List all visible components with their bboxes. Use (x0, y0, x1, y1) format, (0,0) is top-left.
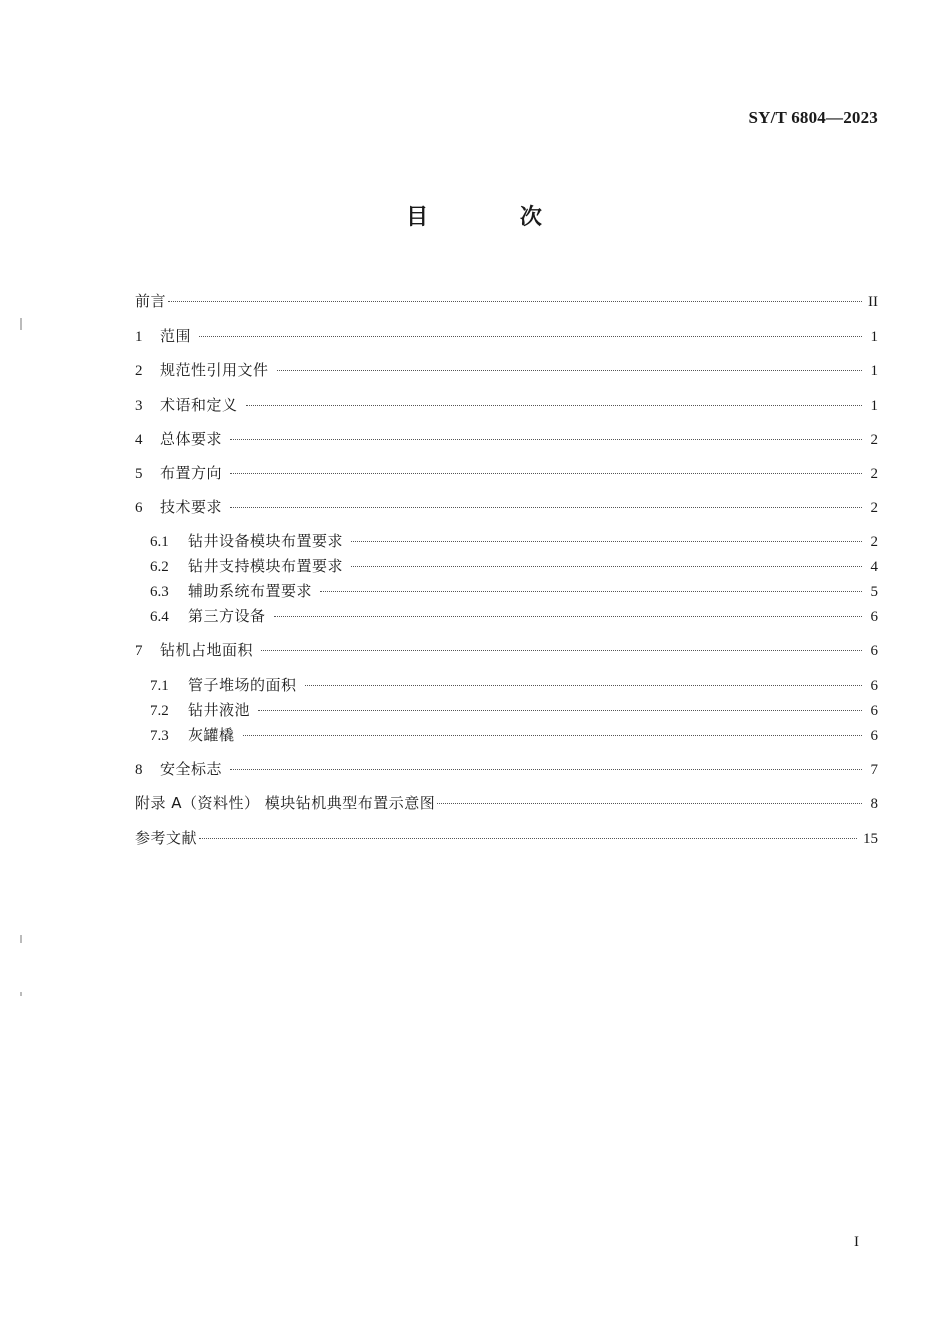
toc-dot-leader (274, 616, 862, 617)
toc-entry-title: 灰罐橇 (188, 726, 235, 744)
toc-entry-title: 第三方设备 (188, 607, 266, 625)
toc-entry-page: 6 (870, 609, 878, 625)
toc-entry-page: 2 (870, 500, 878, 516)
toc-entry-title: 技术要求 (160, 498, 223, 516)
toc-entry-number: 7 (135, 643, 143, 659)
toc-dot-leader (351, 566, 862, 567)
toc-entry-title: 钻井设备模块布置要求 (188, 532, 344, 550)
toc-dot-leader (261, 650, 862, 651)
toc-dot-leader (230, 439, 862, 440)
toc-entry[interactable] (135, 639, 878, 661)
toc-dot-leader (243, 735, 862, 736)
toc-entry[interactable] (135, 827, 878, 849)
toc-entry-page: 6 (870, 728, 878, 744)
toc-dot-leader (199, 336, 862, 337)
toc-entry-number: 4 (135, 432, 143, 448)
toc-entry-title: 钻井支持模块布置要求 (188, 557, 344, 575)
toc-entry-page: 1 (870, 363, 878, 379)
toc-entry-number: 7.2 (150, 703, 169, 719)
toc-entry-number: 7.1 (150, 678, 169, 694)
toc-dot-leader (351, 541, 862, 542)
toc-dot-leader (230, 473, 862, 474)
toc-entry-number: 3 (135, 398, 143, 414)
toc-entry[interactable] (135, 699, 878, 721)
toc-entry-title: 术语和定义 (160, 396, 238, 414)
toc-entry[interactable] (135, 724, 878, 746)
toc-entry[interactable] (135, 394, 878, 416)
toc-entry-title: 总体要求 (160, 430, 223, 448)
toc-entry-number: 6.1 (150, 534, 169, 550)
toc-entry-title: 辅助系统布置要求 (188, 582, 313, 600)
toc-dot-leader (277, 370, 862, 371)
toc-dot-leader (305, 685, 862, 686)
toc-entry-page: 7 (870, 762, 878, 778)
toc-entry-number: 6.3 (150, 584, 169, 600)
toc-entry-title: 管子堆场的面积 (188, 676, 297, 694)
toc-entry-number: 6.4 (150, 609, 169, 625)
toc-entry-number: 1 (135, 329, 143, 345)
toc-dot-leader (199, 838, 857, 839)
toc-entry[interactable] (135, 792, 878, 814)
toc-entry-page: 1 (870, 329, 878, 345)
toc-entry-title: 参考文献 (135, 829, 198, 847)
toc-entry-page: 5 (870, 584, 878, 600)
toc-entry-title: 安全标志 (160, 760, 223, 778)
toc-entry-page: 15 (863, 831, 878, 847)
toc-entry[interactable] (135, 580, 878, 602)
toc-entry[interactable] (135, 428, 878, 450)
toc-entry-page: II (868, 294, 878, 310)
toc-entry[interactable] (135, 325, 878, 347)
toc-entry[interactable] (135, 496, 878, 518)
toc-dot-leader (230, 769, 862, 770)
toc-dot-leader (230, 507, 862, 508)
toc-entry-title: 附录 A（资料性） 模块钻机典型布置示意图 (135, 794, 436, 812)
toc-entry-page: 4 (870, 559, 878, 575)
toc-dot-leader (437, 803, 862, 804)
scan-mark (20, 992, 22, 996)
standard-code: SY/T 6804—2023 (748, 108, 878, 127)
toc-entry-page: 8 (870, 796, 878, 812)
toc-entry[interactable] (135, 758, 878, 780)
toc-entry[interactable] (135, 530, 878, 552)
toc-entry-page: 2 (870, 432, 878, 448)
toc-entry-number: 6 (135, 500, 143, 516)
toc-entry-page: 2 (870, 466, 878, 482)
toc-dot-leader (168, 301, 862, 302)
toc-entry-number: 2 (135, 363, 143, 379)
toc-entry-title: 范围 (160, 327, 192, 345)
toc-entry-page: 1 (870, 398, 878, 414)
scan-mark (20, 935, 22, 943)
toc-dot-leader (246, 405, 862, 406)
toc-entry-page: 6 (870, 678, 878, 694)
toc-entry-page: 2 (870, 534, 878, 550)
toc-title: 目 次 (406, 205, 584, 230)
toc-entry-number: 8 (135, 762, 143, 778)
toc-entry-title: 布置方向 (160, 464, 223, 482)
toc-entry-page: 6 (870, 643, 878, 659)
toc-entry-title: 钻井液池 (188, 701, 251, 719)
toc-entry-title: 钻机占地面积 (160, 641, 254, 659)
toc-entry[interactable] (135, 555, 878, 577)
toc-entry-number: 6.2 (150, 559, 169, 575)
toc-entry[interactable] (135, 674, 878, 696)
footer-page-number: I (854, 1234, 859, 1250)
toc-entry-page: 6 (870, 703, 878, 719)
toc-dot-leader (258, 710, 862, 711)
toc-entry[interactable] (135, 605, 878, 627)
toc-entry[interactable] (135, 359, 878, 381)
toc-entry-number: 7.3 (150, 728, 169, 744)
toc-dot-leader (320, 591, 862, 592)
toc-entry-title: 规范性引用文件 (160, 361, 269, 379)
toc-entry[interactable] (135, 462, 878, 484)
scan-mark (20, 318, 22, 330)
toc-entry-title: 前言 (135, 292, 167, 310)
toc-entry-number: 5 (135, 466, 143, 482)
toc-entry[interactable] (135, 290, 878, 312)
